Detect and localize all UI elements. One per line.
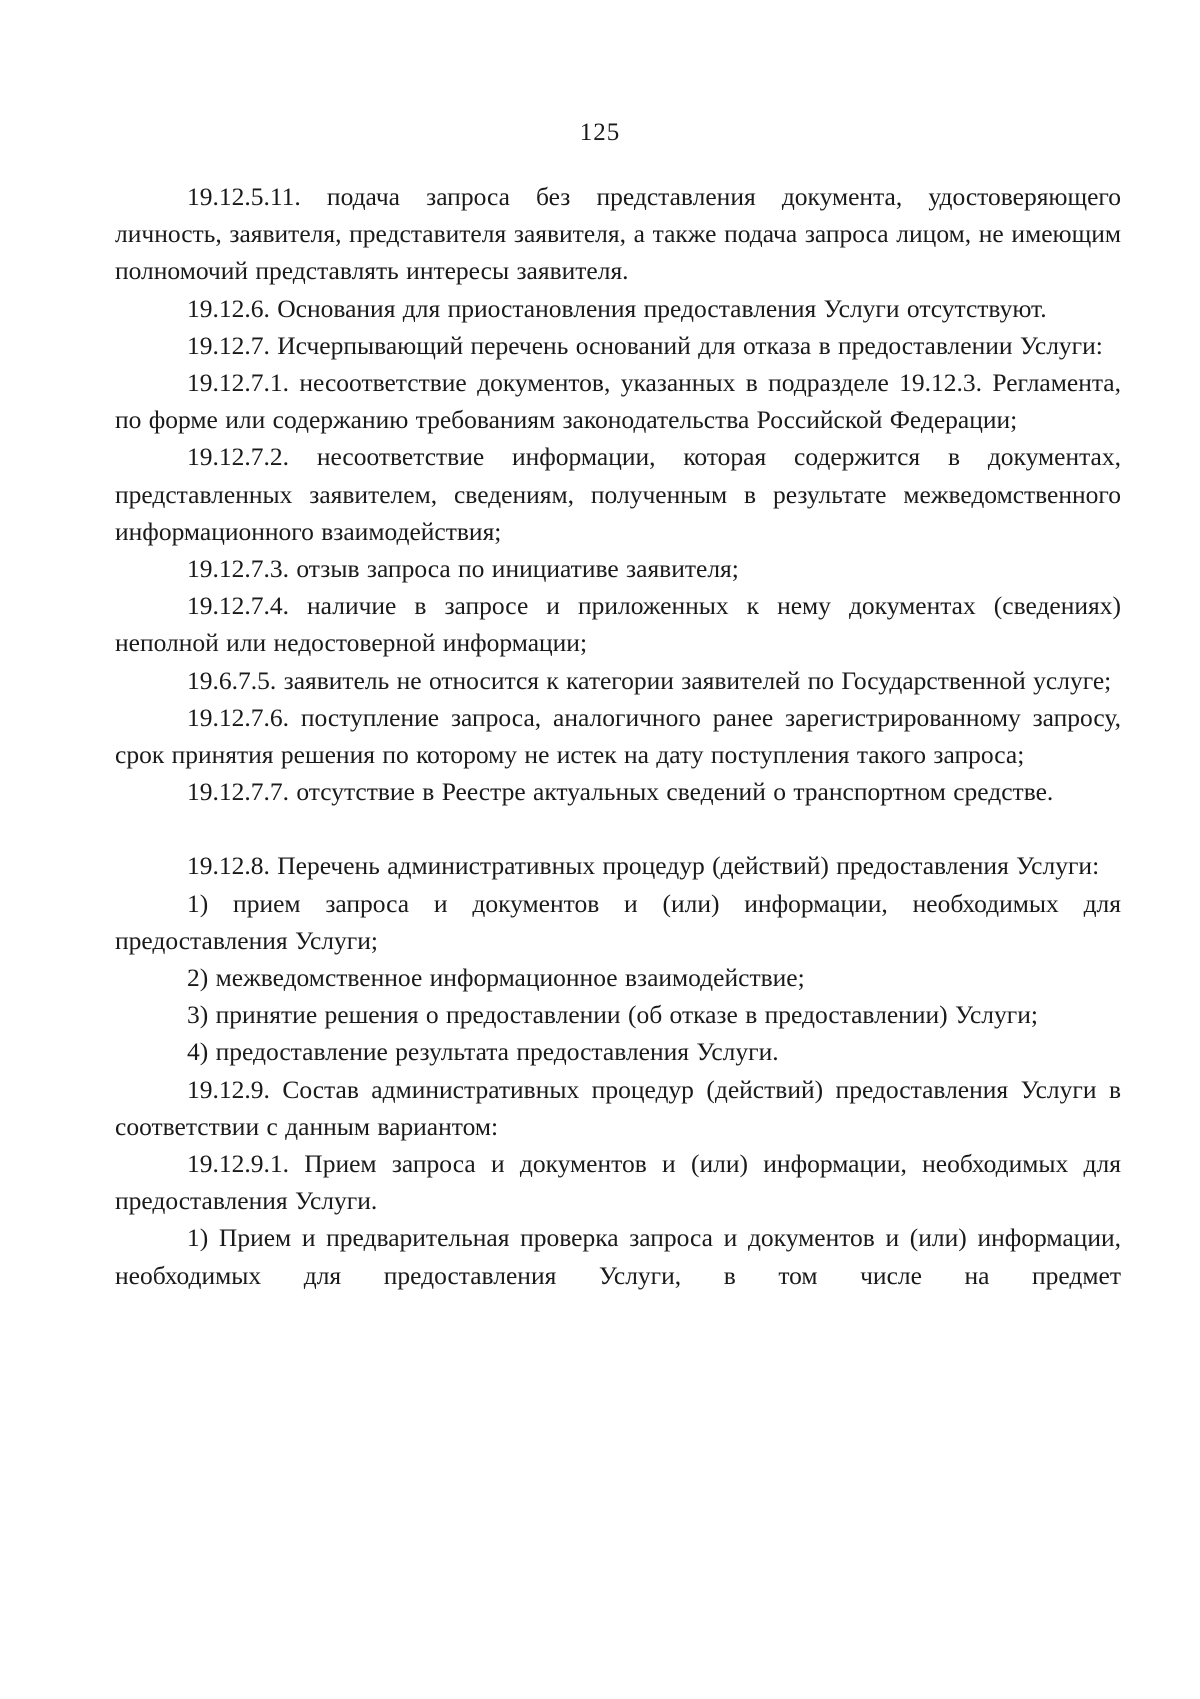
list-item-1: 1) прием запроса и документов и (или) информации, необходимых для предоставления Услуги; [115,888,1121,955]
paragraph-19-12-7-4: 19.12.7.4. наличие в запросе и приложенных к нему документах (сведениях) неполной или недостоверной информации; [115,591,1121,658]
paragraph-19-12-9-1: 19.12.9.1. Прием запроса и документов и (или) информации, необходимых для предоставления Услуги. [115,1149,1121,1216]
list-item-2: 2) межведомственное информационное взаимодействие; [187,963,805,993]
paragraph-19-12-7-3: 19.12.7.3. отзыв запроса по инициативе заявителя; [187,554,739,584]
list-item-3: 3) принятие решения о предоставлении (об отказе в предоставлении) Услуги; [187,1000,1038,1030]
paragraph-19-12-7-7: 19.12.7.7. отсутствие в Реестре актуальных сведений о транспортном средстве. [187,777,1054,807]
paragraph-19-12-8: 19.12.8. Перечень административных процедур (действий) предоставления Услуги: [187,851,1100,881]
list-item-4: 4) предоставление результата предоставления Услуги. [187,1037,779,1067]
paragraph-19-12-7-2: 19.12.7.2. несоответствие информации, которая содержится в документах, представленных заявителем, сведениям, полученным в результате межведомственного информационного взаимодействия; [115,442,1121,546]
paragraph-19-12-9: 19.12.9. Состав административных процедур (действий) предоставления Услуги в соответствии с данным вариантом: [115,1074,1121,1141]
paragraph-procedure-1: 1) Прием и предварительная проверка запроса и документов и (или) информации, необходимых для предоставления Услуги, в том числе на предмет [115,1223,1121,1290]
document-body [115,178,1121,1294]
paragraph-19-12-7-6: 19.12.7.6. поступление запроса, аналогичного ранее зарегистрированному запросу, срок принятия решения по которому не истек на дату поступления такого запроса; [115,702,1121,770]
paragraph-19-12-7-1: 19.12.7.1. несоответствие документов, указанных в подразделе 19.12.3. Регламента, по форме или содержанию требованиям законодательства Российской Федерации; [115,368,1121,435]
paragraph-19-12-5-11: 19.12.5.11. подача запроса без представления документа, удостоверяющего личность, заявителя, представителя заявителя, а также подача запроса лицом, не имеющим полномочий представлять интересы заявителя. [115,182,1121,286]
page-number: 125 [579,119,621,146]
paragraph-19-12-6: 19.12.6. Основания для приостановления предоставления Услуги отсутствуют. [187,293,1047,323]
paragraph-19-6-7-5: 19.6.7.5. заявитель не относится к категории заявителей по Государственной услуге; [187,665,1112,695]
paragraph-19-12-7: 19.12.7. Исчерпывающий перечень оснований для отказа в предоставлении Услуги: [187,330,1103,360]
paragraph-gap [115,810,1121,847]
